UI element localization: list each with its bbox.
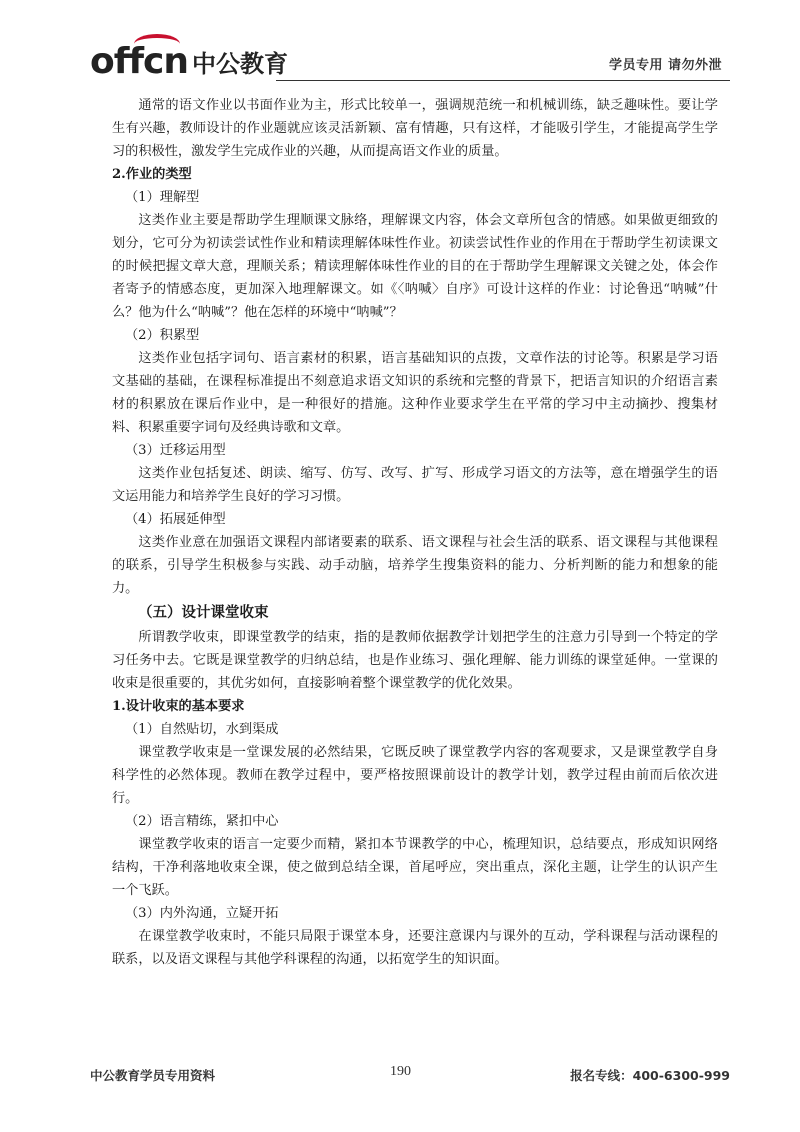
paragraph: 所谓教学收束，即课堂教学的结束，指的是教师依据教学计划把学生的注意力引导到一个特定的学习任务中去。它既是课堂教学的归纳总结，也是作业练习、强化理解、能力训练的课堂延伸。一堂课的收束是很重要的，其优劣如何，直接影响着整个课堂教学的优化效果。 [112, 630, 718, 691]
document-body [112, 94, 718, 971]
paragraph: 在课堂教学收束时，不能只局限于课堂本身，还要注意课内与课外的互动，学科课程与活动课程的联系，以及语文课程与其他学科课程的沟通，以拓宽学生的知识面。 [112, 929, 718, 967]
footer-source: 中公教育学员专用资料 [90, 1068, 216, 1083]
paragraph: 通常的语文作业以书面作业为主，形式比较单一，强调规范统一和机械训练，缺乏趣味性。要让学生有兴趣，教师设计的作业题就应该灵活新颖、富有情趣，只有这样，才能吸引学生，才能提高学生学习的积极性，激发学生完成作业的兴趣，从而提高语文作业的质量。 [112, 98, 718, 159]
header-divider [276, 80, 730, 81]
paragraph: 这类作业包括字词句、语言素材的积累，语言基础知识的点拨，文章作法的讨论等。积累是学习语文基础的基础，在课程标准提出不刻意追求语文知识的系统和完整的背景下，把语言知识的介绍语言素材的积累放在课后作业中，是一种很好的措施。这种作业要求学生在平常的学习中主动摘抄、搜集材料、积累重要字词句及经典诗歌和文章。 [112, 351, 718, 435]
header-tagline: 学员专用 请勿外泄 [608, 58, 722, 73]
paragraph: 这类作业主要是帮助学生理顺课文脉络，理解课文内容，体会文章所包含的情感。如果做更细致的划分，它可分为初读尝试性作业和精读理解体味性作业。初读尝试性作业的作用在于帮助学生初读课文的时候把握文章大意，理顺关系；精读理解体味性作业的目的在于帮助学生理解课文关键之处，体会作者寄予的情感态度，更加深入地理解课文。如《〈呐喊〉自序》可设计这样的作业：讨论鲁迅“呐喊”什么？他为什么“呐喊”？他在怎样的环境中“呐喊”？ [112, 213, 718, 320]
paragraph: 这类作业包括复述、朗读、缩写、仿写、改写、扩写、形成学习语文的方法等，意在增强学生的语文运用能力和培养学生良好的学习习惯。 [112, 466, 718, 504]
logo-chinese-name: 中公教育 [192, 50, 289, 78]
subsection-heading: 2.作业的类型 [112, 167, 192, 182]
paragraph: 课堂教学收束的语言一定要少而精，紧扣本节课教学的中心，梳理知识，总结要点，形成知识网络结构，干净利落地收束全课，使之做到总结全课，首尾呼应，突出重点，深化主题，让学生的认识产生一个飞跃。 [112, 837, 718, 898]
paragraph: 这类作业意在加强语文课程内部诸要素的联系、语文课程与社会生活的联系、语文课程与其他课程的联系，引导学生积极参与实践、动手动脑，培养学生搜集资料的能力、分析判断的能力和想象的能力。 [112, 535, 718, 596]
footer-hotline: 报名专线：400-6300-999 [570, 1068, 730, 1083]
paragraph: 课堂教学收束是一堂课发展的必然结果，它既反映了课堂教学内容的客观要求，又是课堂教学自身科学性的必然体现。教师在教学过程中，要严格按照课前设计的教学计划，教学过程由前而后依次进行。 [112, 745, 718, 806]
page-header [90, 40, 730, 84]
item-heading: （1）自然贴切，水到渠成 [125, 722, 279, 737]
page-number: 190 [390, 1064, 411, 1079]
item-heading: （1）理解型 [125, 190, 200, 205]
item-heading: （3）内外沟通，立疑开拓 [125, 906, 279, 921]
item-heading: （4）拓展延伸型 [125, 512, 226, 527]
logo-swoosh-icon [134, 34, 180, 54]
item-heading: （2）积累型 [125, 328, 200, 343]
item-heading: （3）迁移运用型 [125, 443, 226, 458]
item-heading: （2）语言精练，紧扣中心 [125, 814, 279, 829]
offcn-logo [90, 40, 288, 80]
logo-wordmark: offcn [90, 41, 189, 82]
section-heading: （五）设计课堂收束 [138, 605, 269, 621]
subsection-heading: 1.设计收束的基本要求 [112, 699, 245, 714]
